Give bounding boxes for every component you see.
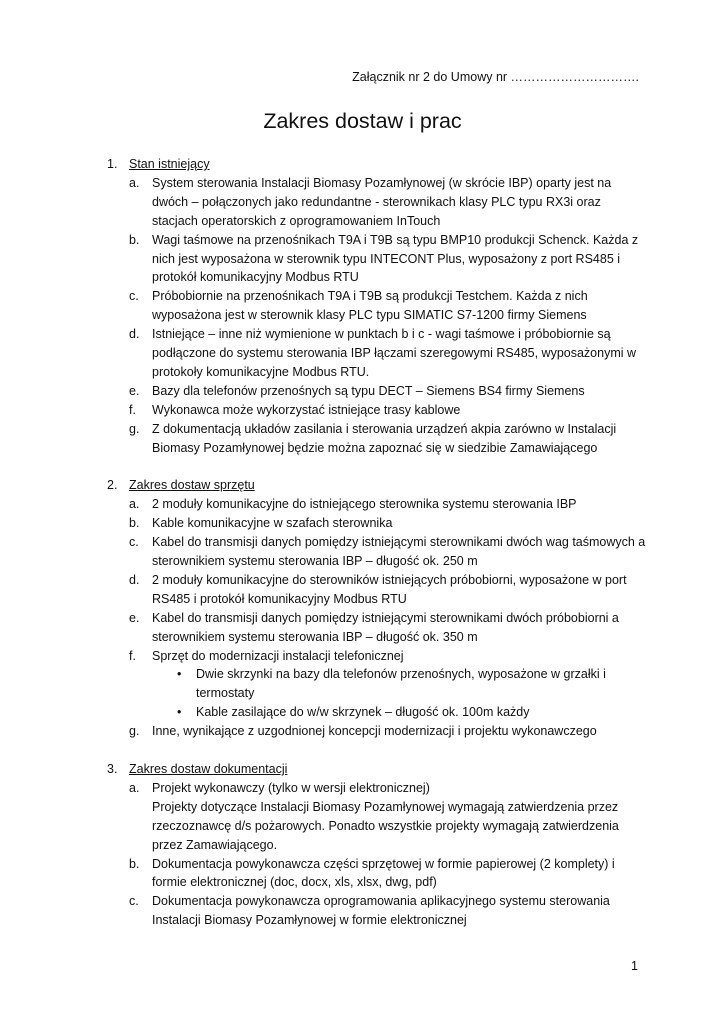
item-text: Inne, wynikające z uzgodnionej koncepcji modernizacji i projektu wykonawczego [152, 724, 597, 739]
section-hardware-supply [107, 476, 647, 741]
item-text: Kabel do transmisji danych pomiędzy istniejącymi sterownikami dwóch próbobiorni a sterownikiem systemu sterowania IBP – długość ok. 350 m [152, 610, 619, 644]
list-item [107, 533, 647, 571]
section-title: Zakres dostaw dokumentacji [129, 761, 288, 776]
item-text: Projekt wykonawczy (tylko w wersji elektronicznej) [152, 780, 430, 795]
section-existing-state [107, 155, 647, 458]
bullet-icon: • [177, 667, 182, 682]
item-text: Wagi taśmowe na przenośnikach T9A i T9B są typu BMP10 produkcji Schenck. Każda z nich jest wyposażona w sterownik typu INTECONT Plus, wyposażony z port RS485 i protokół komunikacyjny Modbus RTU [152, 232, 639, 285]
list-item [107, 287, 647, 325]
item-text: 2 moduły komunikacyjne do istniejącego sterownika systemu sterowania IBP [152, 497, 577, 512]
item-letter: g. [129, 724, 140, 739]
item-letter: a. [129, 497, 140, 512]
section-number: 2. [107, 478, 118, 493]
item-text: Bazy dla telefonów przenośnych są typu DECT – Siemens BS4 firmy Siemens [152, 383, 585, 398]
item-text: Wykonawca może wykorzystać istniejące trasy kablowe [152, 402, 461, 417]
list-item [107, 722, 647, 741]
item-letter: f. [129, 648, 136, 663]
item-text: Próbobiornie na przenośnikach T9A i T9B są produkcji Testchem. Każda z nich wyposażona jest w sterownik klasy PLC typu SIMATIC S7-1200 firmy Siemens [152, 289, 588, 323]
item-letter: b. [129, 856, 140, 871]
bullet-list-item [107, 665, 647, 703]
list-item [107, 571, 647, 609]
item-letter: e. [129, 610, 140, 625]
list-item [107, 609, 647, 647]
list-item [107, 231, 647, 288]
section-number: 1. [107, 157, 118, 171]
list-item [107, 401, 647, 420]
list-item [107, 325, 647, 382]
item-note: Projekty dotyczące Instalacji Biomasy Pozamłynowej wymagają zatwierdzenia przez rzeczoznawcę d/s pożarowych. Ponadto wszystkie projekty wymagają zatwierdzenia przez Zamawiającego. [152, 799, 619, 852]
item-text: Kable komunikacyjne w szafach sterownika [152, 516, 393, 531]
item-letter: c. [129, 289, 139, 304]
item-letter: c. [129, 535, 139, 550]
page-number: 1 [631, 959, 638, 973]
item-letter: c. [129, 894, 139, 909]
item-letter: b. [129, 516, 140, 531]
section-title: Stan istniejący [129, 157, 210, 171]
bullet-icon: • [177, 705, 182, 720]
list-item [107, 174, 647, 231]
list-item [107, 892, 647, 930]
attachment-reference: Załącznik nr 2 do Umowy nr …………………………. [352, 70, 639, 84]
item-letter: b. [129, 232, 140, 247]
list-item [107, 779, 647, 798]
item-text: Dokumentacja powykonawcza oprogramowania aplikacyjnego systemu sterowania Instalacji Biomasy Pozamłynowej w formie elektronicznej [152, 894, 610, 928]
item-text: Sprzęt do modernizacji instalacji telefonicznej [152, 648, 404, 663]
item-letter: d. [129, 572, 140, 587]
item-text: Kabel do transmisji danych pomiędzy istniejącymi sterownikami dwóch wag taśmowych a sterownikiem systemu sterowania IBP – długość ok. 250 m [152, 535, 646, 569]
item-letter: e. [129, 383, 140, 398]
list-item [107, 514, 647, 533]
section-number: 3. [107, 761, 118, 776]
bullet-text: Dwie skrzynki na bazy dla telefonów przenośnych, wyposażone w grzałki i termostaty [196, 667, 606, 701]
item-text: 2 moduły komunikacyjne do sterowników istniejących próbobiorni, wyposażone w port RS485 i protokół komunikacyjny Modbus RTU [152, 572, 627, 606]
item-letter: d. [129, 327, 140, 342]
item-text: Dokumentacja powykonawcza części sprzętowej w formie papierowej (2 komplety) i formie elektronicznej (doc, docx, xls, xlsx, dwg, pdf) [152, 856, 615, 890]
item-letter: a. [129, 780, 140, 795]
list-item [107, 647, 647, 666]
item-text: Z dokumentacją układów zasilania i sterowania urządzeń akpia zarówno w Instalacji Biomasy Pozamłynowej będzie można zapoznać się w siedzibie Zamawiającego [152, 421, 617, 455]
section-heading [107, 476, 647, 495]
item-letter: g. [129, 421, 140, 436]
list-item [107, 855, 647, 893]
section-heading [107, 760, 647, 779]
list-item [107, 420, 647, 458]
section-heading [107, 155, 647, 174]
list-item [107, 382, 647, 401]
bullet-text: Kable zasilające do w/w skrzynek – długość ok. 100m każdy [196, 705, 530, 720]
section-documentation-supply [107, 760, 647, 930]
section-title: Zakres dostaw sprzętu [129, 478, 255, 493]
item-letter: a. [129, 175, 140, 190]
item-letter: f. [129, 402, 136, 417]
list-item [107, 495, 647, 514]
item-text: System sterowania Instalacji Biomasy Pozamłynowej (w skrócie IBP) oparty jest na dwóch – połączonych jako redundantne - sterownikach klasy PLC typu RX3i oraz stacjach operatorskich z oprogramowaniem InTouch [152, 175, 612, 228]
document-body [107, 155, 647, 949]
page-title: Zakres dostaw i prac [263, 109, 462, 133]
bullet-list-item [107, 703, 647, 722]
item-text: Istniejące – inne niż wymienione w punktach b i c - wagi taśmowe i próbobiornie są podłączone do systemu sterowania IBP łączami szeregowymi RS485, wyposażonymi w protokoły komunikacyjne Modbus RTU. [152, 327, 637, 379]
